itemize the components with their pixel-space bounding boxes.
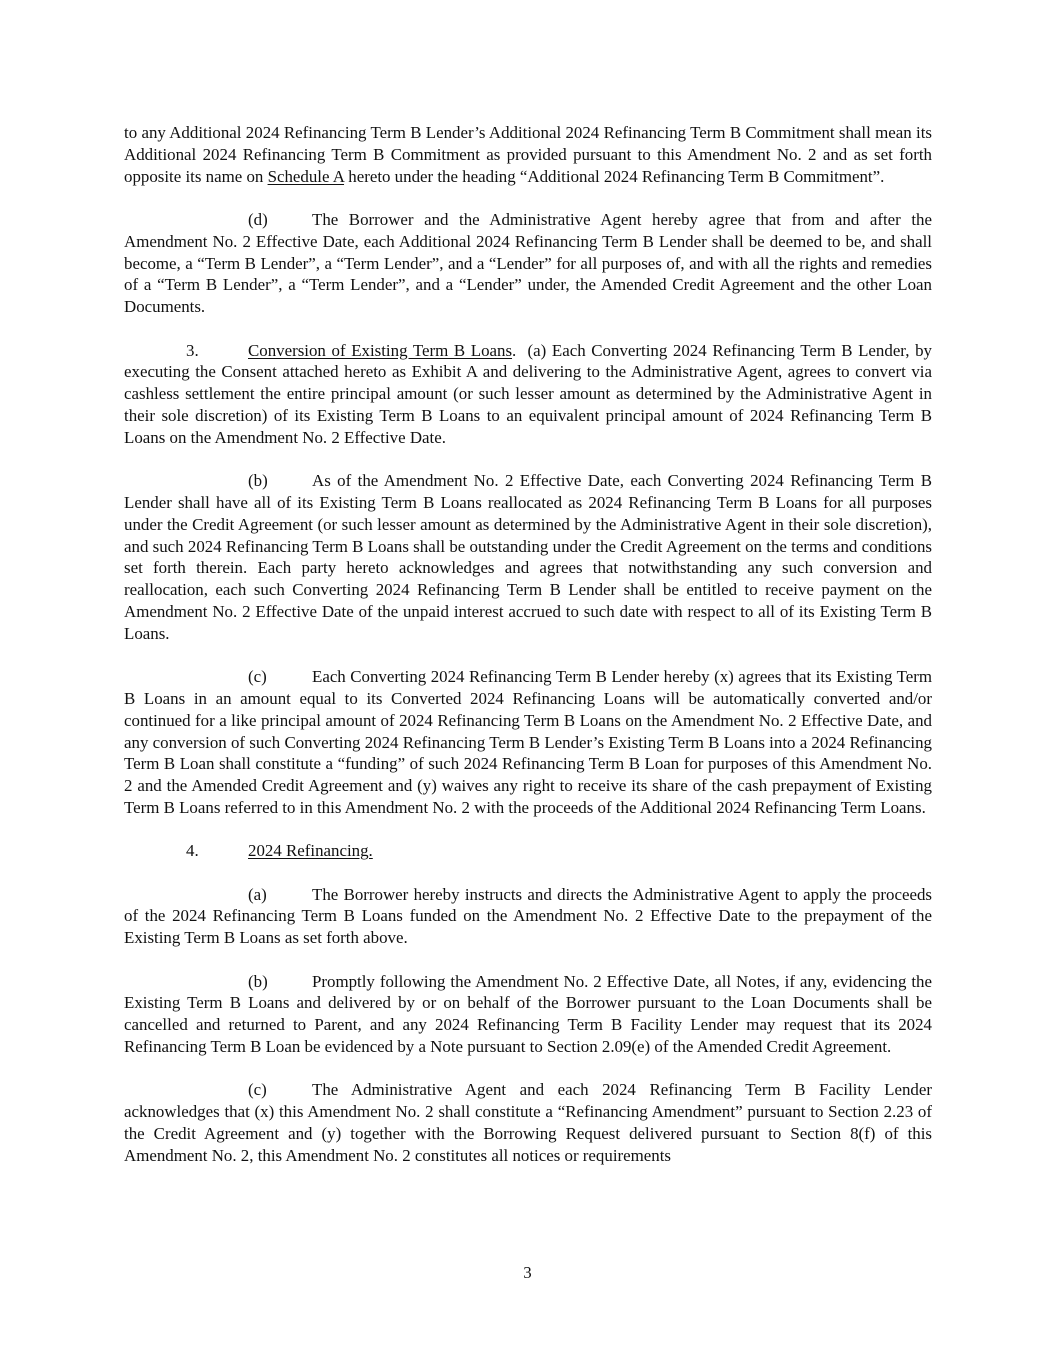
- page-number: 3: [523, 1263, 532, 1282]
- section-4-heading-paragraph: [124, 840, 932, 862]
- continued-text-start: to any Additional 2024 Refinancing Term B Lender’s Additional 2024 Refinancing Term B Commitment shall mean its Additional 2024 Refinancing Term B Commitment as provided pursuant to this Amendment No. 2 and as set forth opposite its name on: [124, 123, 932, 186]
- section-4c-paragraph: [124, 1079, 932, 1166]
- continued-text-end: hereto under the heading “Additional 2024 Refinancing Term B Commitment”.: [344, 166, 885, 186]
- section-4b-label: (b): [248, 971, 268, 991]
- section-4b-paragraph: [124, 971, 932, 1058]
- section-2d-label: (d): [248, 209, 268, 229]
- section-4a-text: The Borrower hereby instructs and directs the Administrative Agent to apply the proceeds of the 2024 Refinancing Term B Loans funded on the Amendment No. 2 Effective Date to the prepayment of the Existing Term B Loans as set forth above.: [124, 884, 932, 948]
- section-3b-label: (b): [248, 471, 268, 491]
- section-3-heading-period: .: [512, 340, 517, 360]
- section-3-heading: Conversion of Existing Term B Loans: [248, 340, 513, 360]
- section-4-heading: 2024 Refinancing.: [248, 841, 373, 861]
- section-4-number: 4.: [186, 841, 199, 861]
- continued-paragraph: [124, 122, 932, 187]
- section-3-number: 3.: [186, 340, 199, 360]
- section-3-paragraph: [124, 340, 932, 449]
- section-4a-paragraph: [124, 884, 932, 949]
- section-2d-text: The Borrower and the Administrative Agent hereby agree that from and after the Amendment No. 2 Effective Date, each Additional 2024 Refinancing Term B Lender shall be deemed to be, and shall become, a “Term B Lender”, a “Term Lender”, and a “Lender” for all purposes of, and with all the rights and remedies of a “Term B Lender”, a “Term Lender”, and a “Lender” under, the Amended Credit Agreement and the other Loan Documents.: [124, 209, 932, 317]
- section-3c-text: Each Converting 2024 Refinancing Term B Lender hereby (x) agrees that its Existing Term B Loans in an amount equal to its Converted 2024 Refinancing Loans will be automatically converted and/or continued for a like principal amount of 2024 Refinancing Term B Loans on the Amendment No. 2 Effective Date, and any conversion of such Converting 2024 Refinancing Term B Lender’s Existing Term B Loans into a 2024 Refinancing Term B Loan shall constitute a “funding” of such 2024 Refinancing Term B Loan for purposes of this Amendment No. 2 and the Amended Credit Agreement and (y) waives any right to receive its share of the cash prepayment of Existing Term B Loans referred to in this Amendment No. 2 with the proceeds of the Additional 2024 Refinancing Term Loans.: [124, 667, 932, 817]
- document-page: [124, 122, 932, 1167]
- schedule-a-reference: Schedule A: [267, 166, 345, 186]
- section-2d-paragraph: [124, 209, 932, 318]
- section-3c-paragraph: [124, 666, 932, 819]
- section-3b-text: As of the Amendment No. 2 Effective Date, each Converting 2024 Refinancing Term B Lender shall have all of its Existing Term B Loans reallocated as 2024 Refinancing Term B Loans for all purposes under the Credit Agreement (or such lesser amount as determined by the Administrative Agent in their sole discretion), and such 2024 Refinancing Term B Loans shall be outstanding under the Credit Agreement on the terms and conditions set forth therein. Each party hereto acknowledges and agrees that notwithstanding any such conversion and reallocation, each such Converting 2024 Refinancing Term B Lender shall be entitled to receive payment on the Amendment No. 2 Effective Date of the unpaid interest accrued to such date with respect to all of its Existing Term B Loans.: [124, 471, 932, 643]
- section-4a-label: (a): [248, 884, 267, 904]
- section-3b-paragraph: [124, 470, 932, 644]
- section-4c-label: (c): [248, 1080, 267, 1100]
- section-3c-label: (c): [248, 667, 267, 687]
- section-4b-text: Promptly following the Amendment No. 2 Effective Date, all Notes, if any, evidencing the Existing Term B Loans and delivered by or on behalf of the Borrower pursuant to the Loan Documents shall be cancelled and returned to Parent, and any 2024 Refinancing Term B Facility Lender may request that its 2024 Refinancing Term B Loan be evidenced by a Note pursuant to Section 2.09(e) of the Amended Credit Agreement.: [124, 971, 932, 1057]
- section-4c-text: The Administrative Agent and each 2024 Refinancing Term B Facility Lender acknowledges that (x) this Amendment No. 2 shall constitute a “Refinancing Amendment” pursuant to Section 2.23 of the Credit Agreement and (y) together with the Borrowing Request delivered pursuant to Section 8(f) of this Amendment No. 2, this Amendment No. 2 constitutes all notices or requirements: [124, 1080, 932, 1165]
- section-3a-text: (a) Each Converting 2024 Refinancing Term B Lender, by executing the Consent attached hereto as Exhibit A and delivering to the Administrative Agent, agrees to convert via cashless settlement the entire principal amount (or such lesser amount as determined by the Administrative Agent in their sole discretion) of its Existing Term B Loans to an equivalent principal amount of 2024 Refinancing Term B Loans on the Amendment No. 2 Effective Date.: [124, 340, 932, 447]
